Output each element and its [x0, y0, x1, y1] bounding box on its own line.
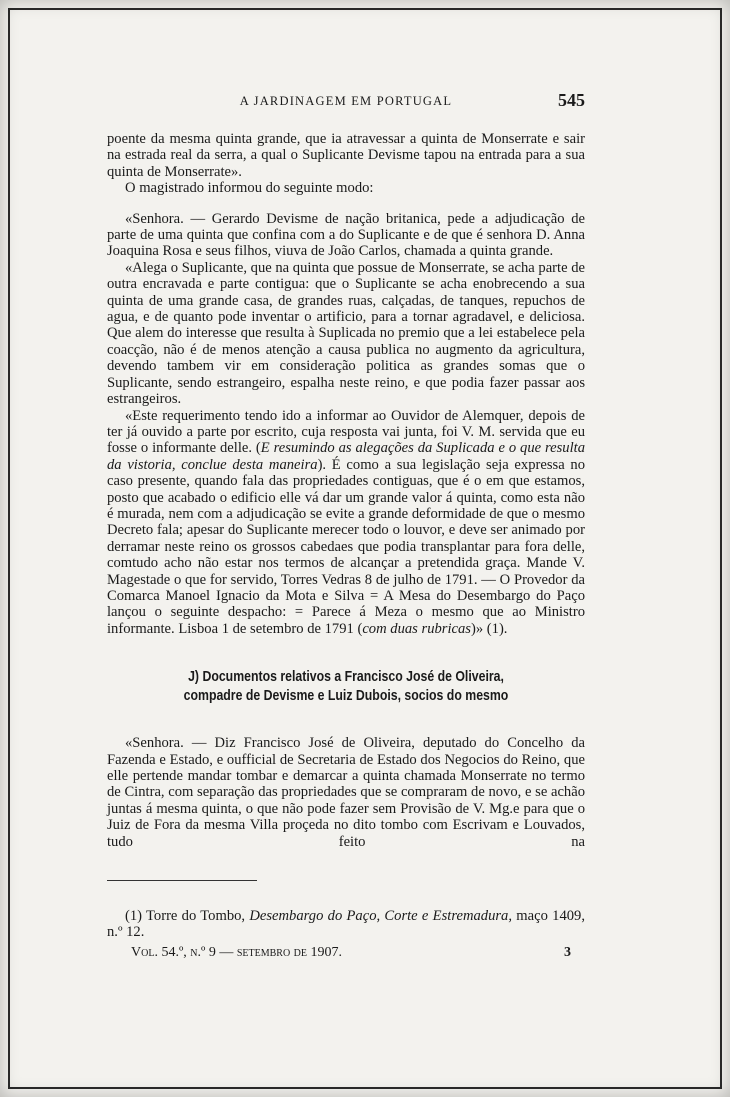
section-heading-line-1: J) Documentos relativos a Francisco José de Oliveira, — [188, 668, 504, 686]
footnote-text-2: maço 1409, n.º 12. — [107, 908, 585, 941]
volume-line: Vol. 54.º, n.º 9 — setembro de 1907. — [131, 945, 343, 960]
report-text-1: «Este requerimento tendo ido a informar ao Ouvidor de Alemquer, depois de ter já ouvido a parte por escrito, cuja resposta vai junta, foi V. M. servida que eu fosse o informante delle. ( — [107, 407, 585, 457]
report-text-2: ). É como a sua legislação seja expressa no caso presente, quando fala das propriedades contiguas, que é o em que estamos, posto que acabado o edificio elle vá dar um grande valor á quinta, como esta não é murada, nem com a adjudicação se evite a grande deformidade de que o mesmo Decreto fala; apesar do Suplicante merecer todo o louvor, e deve ser animado por derramar neste reino os grossos cabedaes que podia transplantar para fora delle, comtudo acho não estar nos termos de alcançar a pretendida graça. Mande V. Magestade o que for servido, Torres Vedras 8 de julho de 1791. — O Provedor da Comarca Manoel Ignacio da Mota e Silva = A Mesa do Desembargo do Paço lançou o seguinte despacho: = Parece á Meza o mesmo que ao Ministro informante. Lisboa 1 de setembro de 1791 ( — [107, 456, 585, 637]
section-heading — [150, 667, 542, 705]
section-heading-line-2: compadre de Devisme e Luiz Dubois, socios do mesmo — [183, 687, 509, 705]
paragraph-petition: «Senhora. — Gerardo Devisme de nação britanica, pede a adjudicação de parte de uma quinta que confina com a do Suplicante e de que é senhora D. Anna Joaquina Rosa e seus filhos, viuva de João Carlos, chamada a quinta grande. — [107, 210, 585, 260]
page-footer — [107, 945, 585, 965]
footnote-text-1: (1) Torre do Tombo, — [125, 908, 250, 924]
paragraph-intro: O magistrado informou do seguinte modo: — [125, 180, 374, 197]
paragraph-allegation: «Alega o Suplicante, que na quinta que possue de Monserrate, se acha parte de outra encravada e parte contigua: que o Suplicante se acha enobrecendo a sua quinta de uma grande casa, de grandes ruas, calçadas, de tanques, repuchos de agua, e de quanto pode inventar o artificio, para a tornar agradavel, e deliciosa. Que alem do interesse que resulta à Suplicada no premio que a lei estabelece pela coacção, não é de menos atenção a causa publica no augmento da agricultura, devendo tambem vir em consideração politica as grandes somas que o Suplicante, sendo estrangeiro, espalha neste reino, e que podia fazer passar aos estrangeiros. — [107, 259, 585, 408]
paragraph-continuation: poente da mesma quinta grande, que ia atravessar a quinta de Monserrate e sair na estrada real da serra, a qual o Suplicante Devisme tapou na entrada para a sua quinta de Monserrate». — [107, 131, 585, 180]
report-italic-2: com duas rubricas — [362, 620, 471, 637]
report-italic-1: E resumindo as alegações da Suplicada e o que resulta da vistoria, conclue desta maneira — [107, 440, 585, 473]
paragraph-oliveira: «Senhora. — Diz Francisco José de Oliveira, deputado do Concelho da Fazenda e Estado, e oufficial de Secretaria de Estado dos Negocios do Reino, que elle pertende mandar tombar e demarcar a quinta chamada Monserrate no termo de Cintra, com separação das propriedades que se compraram de novo, e se achão juntas á mesma quinta, o que não pode fazer sem Provisão de V. Mg.e para que o Juiz de Fora da mesma Villa proçeda no dito tombo com Escrivam e Louvados, tudo feito na — [107, 735, 585, 850]
footnote-italic: Desembargo do Paço, Corte e Estremadura, — [249, 908, 512, 924]
page-header — [107, 90, 585, 116]
body-text — [107, 131, 585, 850]
page-number: 545 — [558, 90, 585, 110]
footnote — [107, 908, 585, 941]
running-head: A JARDINAGEM EM PORTUGAL — [239, 94, 453, 108]
paragraph-report — [107, 408, 585, 638]
footnote-rule — [107, 880, 257, 881]
signature-mark: 3 — [564, 945, 571, 960]
report-text-3: )» (1). — [470, 620, 508, 637]
